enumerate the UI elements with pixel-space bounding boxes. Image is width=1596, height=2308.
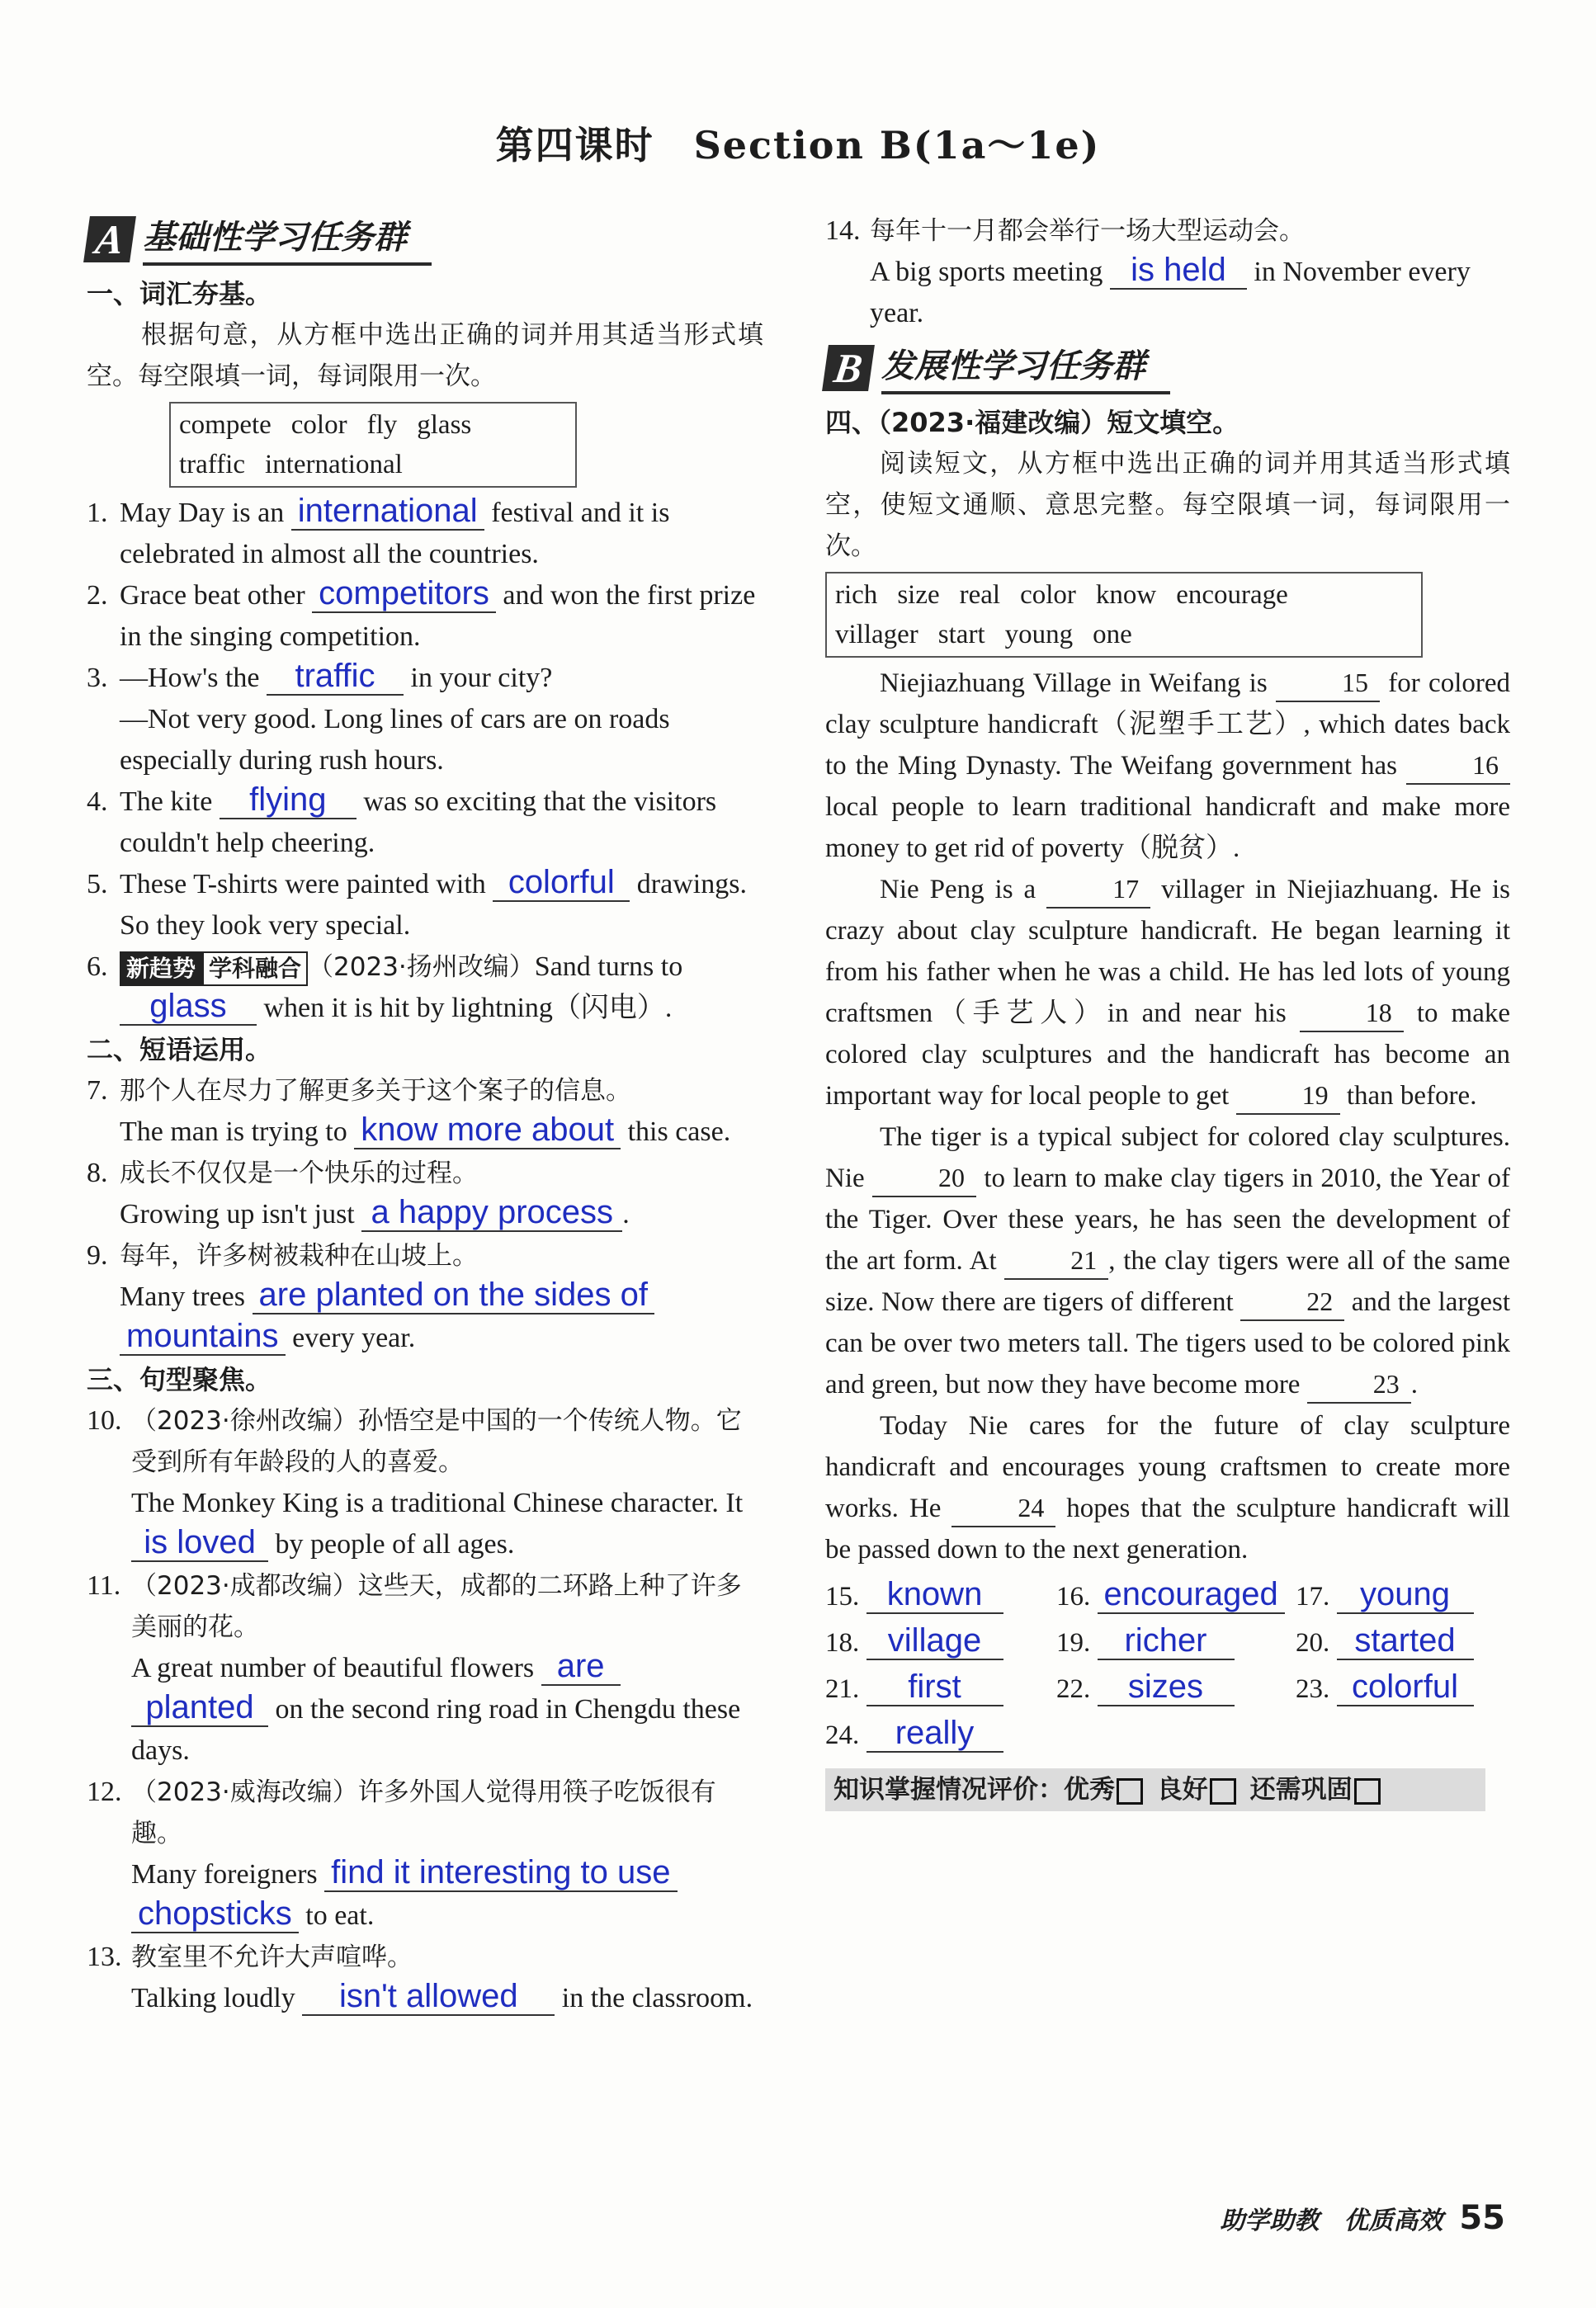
question-4 <box>87 781 763 864</box>
question-text: on the second ring road in Chengdu these days. <box>131 1694 741 1766</box>
answer-blank[interactable]: a happy process <box>361 1194 622 1232</box>
answer-blank[interactable]: colorful <box>1337 1668 1474 1706</box>
answer-blank[interactable]: international <box>291 493 484 531</box>
question-text: Many foreigners <box>131 1859 318 1890</box>
word: international <box>265 450 403 479</box>
blank-21[interactable]: 21 <box>1004 1242 1108 1280</box>
question-text: These T-shirts were painted with <box>120 869 486 899</box>
answer-blank[interactable]: is held <box>1110 252 1247 290</box>
word: color <box>290 410 347 440</box>
question-6 <box>87 946 763 1029</box>
question-text: —How's the <box>120 663 260 693</box>
question-text: in your city? <box>410 663 553 693</box>
answer-item <box>825 1575 1056 1618</box>
passage-text: The tiger is a typical subject for colored clay sculptures. Nie <box>825 1122 1510 1193</box>
passage-text: and the largest can be over two meters tall. The tigers used to be colored pink and green, but now they have become more <box>825 1287 1511 1399</box>
page-footer <box>1220 2199 1505 2237</box>
question-text: drawings. So they look very special. <box>120 869 747 941</box>
passage-paragraph-2 <box>825 869 1510 1116</box>
question-9 <box>87 1235 763 1359</box>
word: real <box>959 580 1001 610</box>
answer-number: 22. <box>1056 1674 1091 1704</box>
question-number: 13. <box>87 1942 122 1972</box>
vocab-heading: 一、词汇夯基。 <box>87 278 272 309</box>
left-column <box>87 210 763 2019</box>
word: color <box>1020 580 1076 610</box>
question-1 <box>87 493 763 575</box>
question-5 <box>87 864 763 946</box>
answer-grid <box>825 1575 1510 1757</box>
question-number: 12. <box>87 1777 122 1807</box>
blank-18[interactable]: 18 <box>1300 994 1404 1032</box>
blank-20[interactable]: 20 <box>872 1159 976 1197</box>
self-evaluation-bar <box>825 1768 1485 1811</box>
question-number: 3. <box>87 663 108 693</box>
question-number: 14. <box>825 215 861 246</box>
word: young <box>1004 620 1074 649</box>
question-8 <box>87 1153 763 1235</box>
answer-number: 21. <box>825 1674 860 1704</box>
question-text: The man is trying to <box>120 1116 347 1147</box>
page-title: 第四课时 Section B(1a～1e) <box>495 123 1101 168</box>
question-text: to eat. <box>305 1900 375 1931</box>
answer-number: 20. <box>1296 1628 1330 1658</box>
passage-word-box <box>825 572 1423 658</box>
footer-slogan: 助学助教 优质高效 <box>1220 2207 1443 2235</box>
answer-blank-cont[interactable]: planted <box>131 1689 268 1727</box>
answer-blank[interactable]: flying <box>220 781 357 819</box>
vocab-word-box <box>169 402 577 488</box>
answer-number: 15. <box>825 1582 860 1612</box>
chinese-prompt: （2023·威海改编）许多外国人觉得用筷子吃饭很有趣。 <box>131 1777 716 1848</box>
answer-number: 24. <box>825 1720 860 1750</box>
passage-text: to learn to make clay tigers in 2010, the Year of the Tiger. Over these years, he has seen the development of the art form. At <box>825 1163 1511 1276</box>
chinese-prompt: 成长不仅仅是一个快乐的过程。 <box>120 1159 478 1188</box>
right-column <box>825 210 1510 1811</box>
answer-number: 17. <box>1296 1582 1330 1612</box>
word: encourage <box>1176 580 1288 610</box>
question-number: 11. <box>87 1570 121 1601</box>
passage-text: for colored clay sculpture handicraft（泥塑手工艺）, which dates back to the Ming Dynasty. The Weifang government has <box>825 668 1511 781</box>
answer-item <box>1056 1621 1296 1664</box>
answer-blank[interactable]: are <box>541 1648 621 1686</box>
chinese-prompt: 每年十一月都会举行一场大型运动会。 <box>870 216 1305 246</box>
option-review-label: 还需巩固 <box>1249 1775 1353 1805</box>
answer-blank[interactable]: started <box>1337 1622 1474 1660</box>
question-text: in November every year. <box>870 257 1471 328</box>
chinese-prompt: 教室里不允许大声喧哗。 <box>131 1942 413 1972</box>
question-text: The kite <box>120 786 213 817</box>
answer-item <box>1296 1575 1510 1618</box>
question-text: Talking loudly <box>131 1983 295 2013</box>
passage-text: Today Nie cares for the future of clay sculpture handicraft and encourages young craftsmen to create more works. He <box>825 1411 1510 1523</box>
answer-number: 16. <box>1056 1582 1091 1612</box>
passage-paragraph-4 <box>825 1405 1510 1570</box>
word: start <box>937 620 985 649</box>
question-number: 7. <box>87 1075 108 1106</box>
word: compete <box>179 410 272 440</box>
blank-16[interactable]: 16 <box>1406 747 1510 785</box>
question-text: Sand turns to <box>534 951 683 982</box>
option-good-label: 良好 <box>1156 1775 1208 1805</box>
answer-blank[interactable]: colorful <box>493 864 630 902</box>
question-number: 6. <box>87 951 108 982</box>
answer-item <box>1296 1621 1510 1664</box>
trend-tag: 新趋势 <box>120 951 202 986</box>
good-checkbox[interactable] <box>1210 1778 1236 1805</box>
sentence-heading: 三、句型聚焦。 <box>87 1364 272 1395</box>
answer-blank[interactable]: find it interesting to use <box>324 1854 677 1892</box>
question-text: Growing up isn't just <box>120 1199 355 1230</box>
section-a-banner <box>87 210 763 268</box>
section-b-title: 发展性学习任务群 <box>881 342 1170 394</box>
passage-heading: 四、（2023·福建改编）短文填空。 <box>825 407 1239 438</box>
question-text: . <box>622 1199 630 1230</box>
word: rich <box>835 580 878 610</box>
answer-blank[interactable]: traffic <box>267 658 404 696</box>
excellent-checkbox[interactable] <box>1117 1778 1143 1805</box>
word: traffic <box>179 450 246 479</box>
section-b-badge: B <box>822 345 875 391</box>
question-text: A big sports meeting <box>870 257 1103 287</box>
answer-blank[interactable]: village <box>866 1622 1003 1660</box>
passage-paragraph-3 <box>825 1116 1510 1405</box>
section-a-title: 基础性学习任务群 <box>143 213 432 266</box>
passage-text: than before. <box>1346 1081 1477 1111</box>
word: know <box>1095 580 1157 610</box>
vocab-instructions: 根据句意，从方框中选出正确的词并用其适当形式填空。每空限填一词，每词限用一次。 <box>87 320 763 391</box>
answer-item <box>825 1621 1056 1664</box>
answer-item <box>1056 1575 1296 1618</box>
question-12 <box>87 1772 763 1937</box>
blank-19[interactable]: 19 <box>1236 1077 1340 1115</box>
question-text: by people of all ages. <box>275 1529 515 1560</box>
source-note: （2023·扬州改编） <box>308 952 535 982</box>
question-text: May Day is an <box>120 498 285 528</box>
blank-24[interactable]: 24 <box>951 1489 1055 1527</box>
passage-text: . <box>1410 1370 1418 1399</box>
question-text: every year. <box>292 1323 416 1353</box>
question-2 <box>87 575 763 658</box>
passage-instructions: 阅读短文，从方框中选出正确的词并用其适当形式填空，使短文通顺、意思完整。每空限填一词，每词限用一次。 <box>825 449 1510 561</box>
question-text: was so exciting that the visitors couldn't help cheering. <box>120 786 717 858</box>
answer-blank[interactable]: encouraged <box>1098 1576 1285 1614</box>
blank-22[interactable]: 22 <box>1240 1283 1344 1321</box>
question-text: —Not very good. Long lines of cars are on roads especially during rush hours. <box>120 704 670 776</box>
chinese-prompt: （2023·成都改编）这些天，成都的二环路上种了许多美丽的花。 <box>131 1571 742 1642</box>
question-text: when it is hit by lightning（闪电）. <box>263 993 673 1023</box>
word: villager <box>835 620 918 649</box>
passage-paragraph-1 <box>825 663 1510 869</box>
answer-blank[interactable]: young <box>1337 1576 1474 1614</box>
answer-item <box>825 1668 1056 1711</box>
answer-blank[interactable]: isn't allowed <box>302 1978 555 2016</box>
answer-blank[interactable]: are planted on the sides of <box>253 1277 654 1314</box>
question-text: A great number of beautiful flowers <box>131 1653 535 1683</box>
question-text: and won the first prize in the singing competition. <box>120 580 756 652</box>
blank-15[interactable]: 15 <box>1276 664 1380 702</box>
answer-number: 19. <box>1056 1628 1091 1658</box>
answer-blank-cont[interactable]: mountains <box>120 1318 286 1356</box>
question-14 <box>825 210 1510 334</box>
answer-number: 23. <box>1296 1674 1330 1704</box>
answer-item <box>1296 1668 1510 1711</box>
passage-text: , the clay tigers were all of the same size. Now there are tigers of different <box>825 1246 1511 1317</box>
blank-17[interactable]: 17 <box>1046 871 1150 909</box>
passage-text: local people to learn traditional handicraft and make more money to get rid of poverty（脱贫）. <box>825 792 1510 863</box>
passage-text: villager in Niejiazhuang. He is crazy about clay sculpture handicraft. He began learning it from his father when he was a child. He has led lots of young craftsmen（手艺人）in and near his <box>825 875 1511 1028</box>
page-number: 55 <box>1459 2199 1505 2237</box>
question-number: 5. <box>87 869 108 899</box>
answer-number: 18. <box>825 1628 860 1658</box>
question-text: festival and it is celebrated in almost all the countries. <box>120 498 670 569</box>
word: glass <box>417 410 472 440</box>
question-text: this case. <box>627 1116 731 1147</box>
subject-tag: 学科融合 <box>202 951 308 986</box>
question-text: The Monkey King is a traditional Chinese character. It <box>131 1488 744 1518</box>
question-number: 8. <box>87 1158 108 1188</box>
passage-text: Nie Peng is a <box>880 875 1036 904</box>
answer-item <box>1056 1668 1296 1711</box>
question-number: 4. <box>87 786 108 817</box>
needs-review-checkbox[interactable] <box>1354 1778 1381 1805</box>
passage-text: to make colored clay sculptures and the handicraft has become an important way for local people to get <box>825 998 1511 1111</box>
answer-blank[interactable]: richer <box>1098 1622 1235 1660</box>
chinese-prompt: 每年，许多树被栽种在山坡上。 <box>120 1241 478 1271</box>
question-11 <box>87 1565 763 1772</box>
chinese-prompt: 那个人在尽力了解更多关于这个案子的信息。 <box>120 1076 631 1106</box>
passage-text: hopes that the sculpture handicraft will be passed down to the next generation. <box>825 1494 1510 1565</box>
answer-blank[interactable]: glass <box>120 988 257 1026</box>
answer-blank[interactable]: sizes <box>1098 1668 1235 1706</box>
question-text: in the classroom. <box>561 1983 753 2013</box>
question-text: Grace beat other <box>120 580 305 611</box>
question-10 <box>87 1400 763 1565</box>
answer-blank[interactable]: first <box>866 1668 1003 1706</box>
word: one <box>1093 620 1132 649</box>
blank-23[interactable]: 23 <box>1307 1366 1411 1404</box>
chinese-prompt: （2023·徐州改编）孙悟空是中国的一个传统人物。它受到所有年龄段的人的喜爱。 <box>131 1406 742 1477</box>
question-3 <box>87 658 763 781</box>
section-b-banner <box>825 339 1510 397</box>
question-13 <box>87 1937 763 2019</box>
phrase-heading: 二、短语运用。 <box>87 1034 272 1065</box>
question-number: 2. <box>87 580 108 611</box>
question-number: 1. <box>87 498 108 528</box>
answer-blank[interactable]: really <box>866 1715 1003 1753</box>
answer-blank[interactable]: competitors <box>312 575 496 613</box>
word: fly <box>366 410 398 440</box>
answer-blank[interactable]: known <box>866 1576 1003 1614</box>
question-text: Many trees <box>120 1281 246 1312</box>
section-a-badge: A <box>83 216 136 262</box>
question-number: 9. <box>87 1240 108 1271</box>
question-number: 10. <box>87 1405 122 1436</box>
evaluation-label: 知识掌握情况评价： <box>833 1775 1064 1805</box>
word: size <box>897 580 940 610</box>
passage-text: Niejiazhuang Village in Weifang is <box>880 668 1268 698</box>
answer-blank-cont[interactable]: chopsticks <box>131 1895 299 1933</box>
answer-blank[interactable]: know more about <box>354 1112 621 1149</box>
answer-blank[interactable]: is loved <box>131 1524 268 1562</box>
question-7 <box>87 1070 763 1153</box>
option-excellent-label: 优秀 <box>1064 1775 1115 1805</box>
answer-item <box>825 1714 1056 1757</box>
